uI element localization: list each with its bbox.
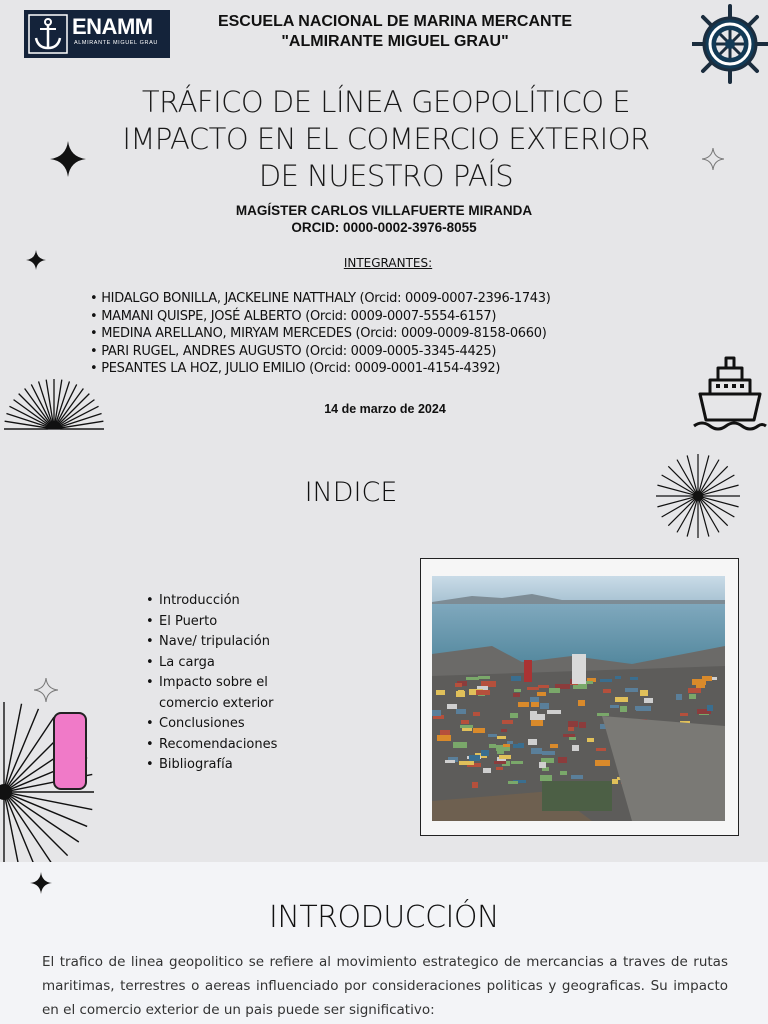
member-item: • HIDALGO BONILLA, JACKELINE NATTHALY (Orcid: 0009-0007-2396-1743)	[90, 290, 690, 308]
index-item: • La carga	[146, 653, 326, 674]
member-item: • MAMANI QUISPE, JOSÉ ALBERTO (Orcid: 0009-0007-5554-6157)	[90, 308, 690, 326]
index-item: • Conclusiones	[146, 714, 326, 735]
school-name: ESCUELA NACIONAL DE MARINA MERCANTE	[217, 13, 573, 30]
logo-subtitle: ALMIRANTE MIGUEL GRAU	[74, 40, 158, 46]
sparkle-outline-icon	[702, 148, 724, 170]
index-item: • Nave/ tripulación	[146, 632, 326, 653]
small-sparkle-icon	[26, 250, 46, 270]
title-line-1: TRÁFICO DE LÍNEA GEOPOLÍTICO E	[141, 85, 631, 119]
enamm-logo	[24, 10, 170, 58]
ship-icon	[692, 354, 768, 434]
intro-title: INTRODUCCIÓN	[269, 900, 499, 935]
port-aerial-photo	[432, 576, 725, 821]
member-item: • PARI RUGEL, ANDRES AUGUSTO (Orcid: 0009-0005-3345-4425)	[90, 343, 690, 361]
introduction-page	[0, 862, 768, 1024]
page-title	[80, 84, 692, 195]
pink-decoration	[53, 712, 87, 790]
index-item: • Impacto sobre el comercio exterior	[146, 673, 326, 714]
integrantes-label: INTEGRANTES:	[343, 256, 433, 270]
logo-text: ENAMM	[72, 14, 153, 39]
anchor-icon	[28, 14, 68, 54]
author-orcid: ORCID: 0000-0002-3976-8055	[291, 220, 477, 235]
index-item: • Bibliografía	[146, 755, 326, 776]
sparkle-icon	[50, 141, 86, 177]
author-name: MAGÍSTER CARLOS VILLAFUERTE MIRANDA	[235, 203, 533, 218]
school-subname: "ALMIRANTE MIGUEL GRAU"	[281, 33, 509, 50]
ship-helm-icon	[692, 2, 768, 86]
title-line-3: DE NUESTRO PAÍS	[258, 159, 514, 193]
index-item: • El Puerto	[146, 612, 326, 633]
date: 14 de marzo de 2024	[324, 402, 446, 416]
small-sparkle-icon	[30, 872, 52, 894]
sparkle-outline-icon	[34, 678, 58, 702]
sunburst-half-icon	[2, 376, 106, 432]
intro-text: El trafico de linea geopolitico se refiere al movimiento estrategico de mercancias a traves de rutas maritimas, terrestres o aereas influenciado por consideraciones politicas y geograficas. Su impacto en el comercio exterior de un pais puede ser significativo:	[42, 954, 728, 1018]
member-item: • PESANTES LA HOZ, JULIO EMILIO (Orcid: 0009-0001-4154-4392)	[90, 360, 690, 378]
title-line-2: IMPACTO EN EL COMERCIO EXTERIOR	[122, 122, 650, 156]
member-item: • MEDINA ARELLANO, MIRYAM MERCEDES (Orcid: 0009-0009-8158-0660)	[90, 325, 690, 343]
indice-title: INDICE	[304, 477, 398, 508]
index-item: • Introducción	[146, 591, 326, 612]
members-list	[90, 290, 690, 378]
sunburst-icon	[654, 452, 742, 540]
photo-frame	[420, 558, 739, 836]
index-list	[146, 591, 326, 776]
index-item: • Recomendaciones	[146, 735, 326, 756]
